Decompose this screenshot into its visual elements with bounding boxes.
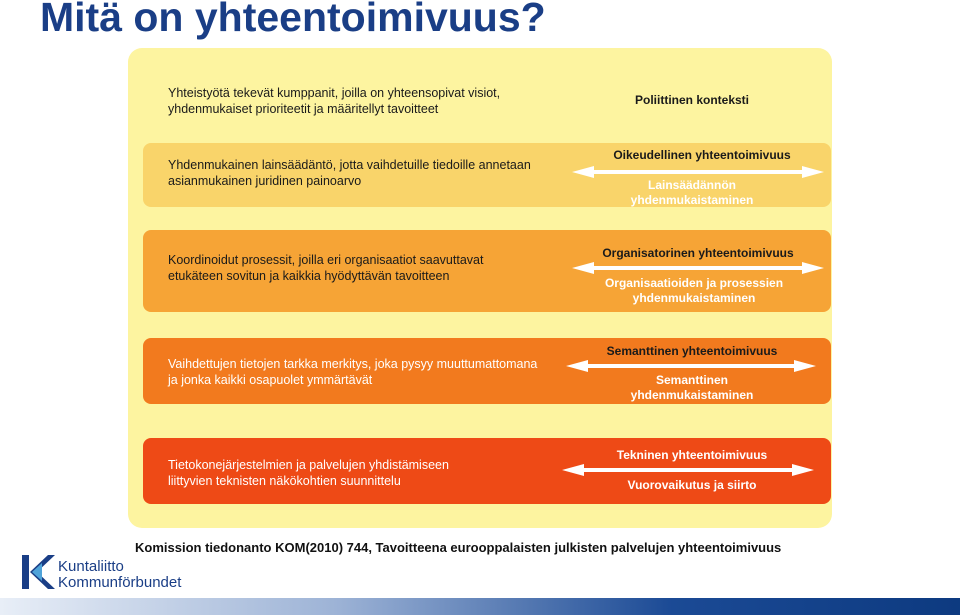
organisational-description: Koordinoidut prosessit, joilla eri organisaatiot saavuttavat etukäteen sovitun ja kaikkia hyödyttävän tavoitteen (168, 253, 484, 283)
technical-interaction-label: Vuorovaikutus ja siirto (627, 478, 757, 492)
semantic-description: Vaihdettujen tietojen tarkka merkitys, joka pysyy muuttumattomana ja jonka kaikki osapuolet ymmärtävät (168, 357, 538, 387)
semantic-double-arrow (566, 360, 816, 372)
political-context-title: Poliittinen konteksti (634, 93, 749, 107)
legal-harmonisation-label: Lainsäädännön yhdenmukaistaminen (630, 178, 754, 207)
semantic-interoperability-title: Semanttinen yhteentoimivuus (606, 344, 778, 358)
semantic-harmonisation-label: Semanttinen yhdenmukaistaminen (630, 373, 754, 402)
double-arrow-shape (572, 166, 824, 178)
logo-text: Kuntaliitto Kommunförbundet (58, 558, 182, 591)
legal-double-arrow (572, 166, 824, 178)
page-title: Mitä on yhteentoimivuus? (40, 0, 546, 40)
footer-bar (0, 598, 960, 615)
double-arrow-shape (572, 262, 824, 274)
political-description: Yhteistyötä tekevät kumppanit, joilla on yhteensopivat visiot, yhdenmukaiset prioriteetit ja määritellyt tavoitteet (168, 86, 501, 116)
legal-description: Yhdenmukainen lainsäädäntö, jotta vaihdetuille tiedoille annetaan asianmukainen juridinen painoarvo (168, 158, 531, 188)
organisational-double-arrow (572, 262, 824, 274)
organisational-harmonisation-label: Organisaatioiden ja prosessien yhdenmukaistaminen (604, 276, 784, 305)
source-caption: Komission tiedonanto KOM(2010) 744, Tavoitteena eurooppalaisten julkisten palvelujen yhteentoimivuus (135, 540, 782, 555)
legal-interoperability-title: Oikeudellinen yhteentoimivuus (613, 148, 791, 162)
double-arrow-shape (566, 360, 816, 372)
technical-description: Tietokonejärjestelmien ja palvelujen yhdistämiseen liittyvien teknisten näkökohtien suunnittelu (168, 458, 449, 488)
technical-double-arrow (562, 464, 814, 476)
kuntaliitto-logo (20, 553, 220, 598)
kuntaliitto-logo-mark-icon (20, 553, 56, 593)
organisational-interoperability-title: Organisatorinen yhteentoimivuus (602, 246, 794, 260)
double-arrow-shape (562, 464, 814, 476)
technical-interoperability-title: Tekninen yhteentoimivuus (616, 448, 768, 462)
